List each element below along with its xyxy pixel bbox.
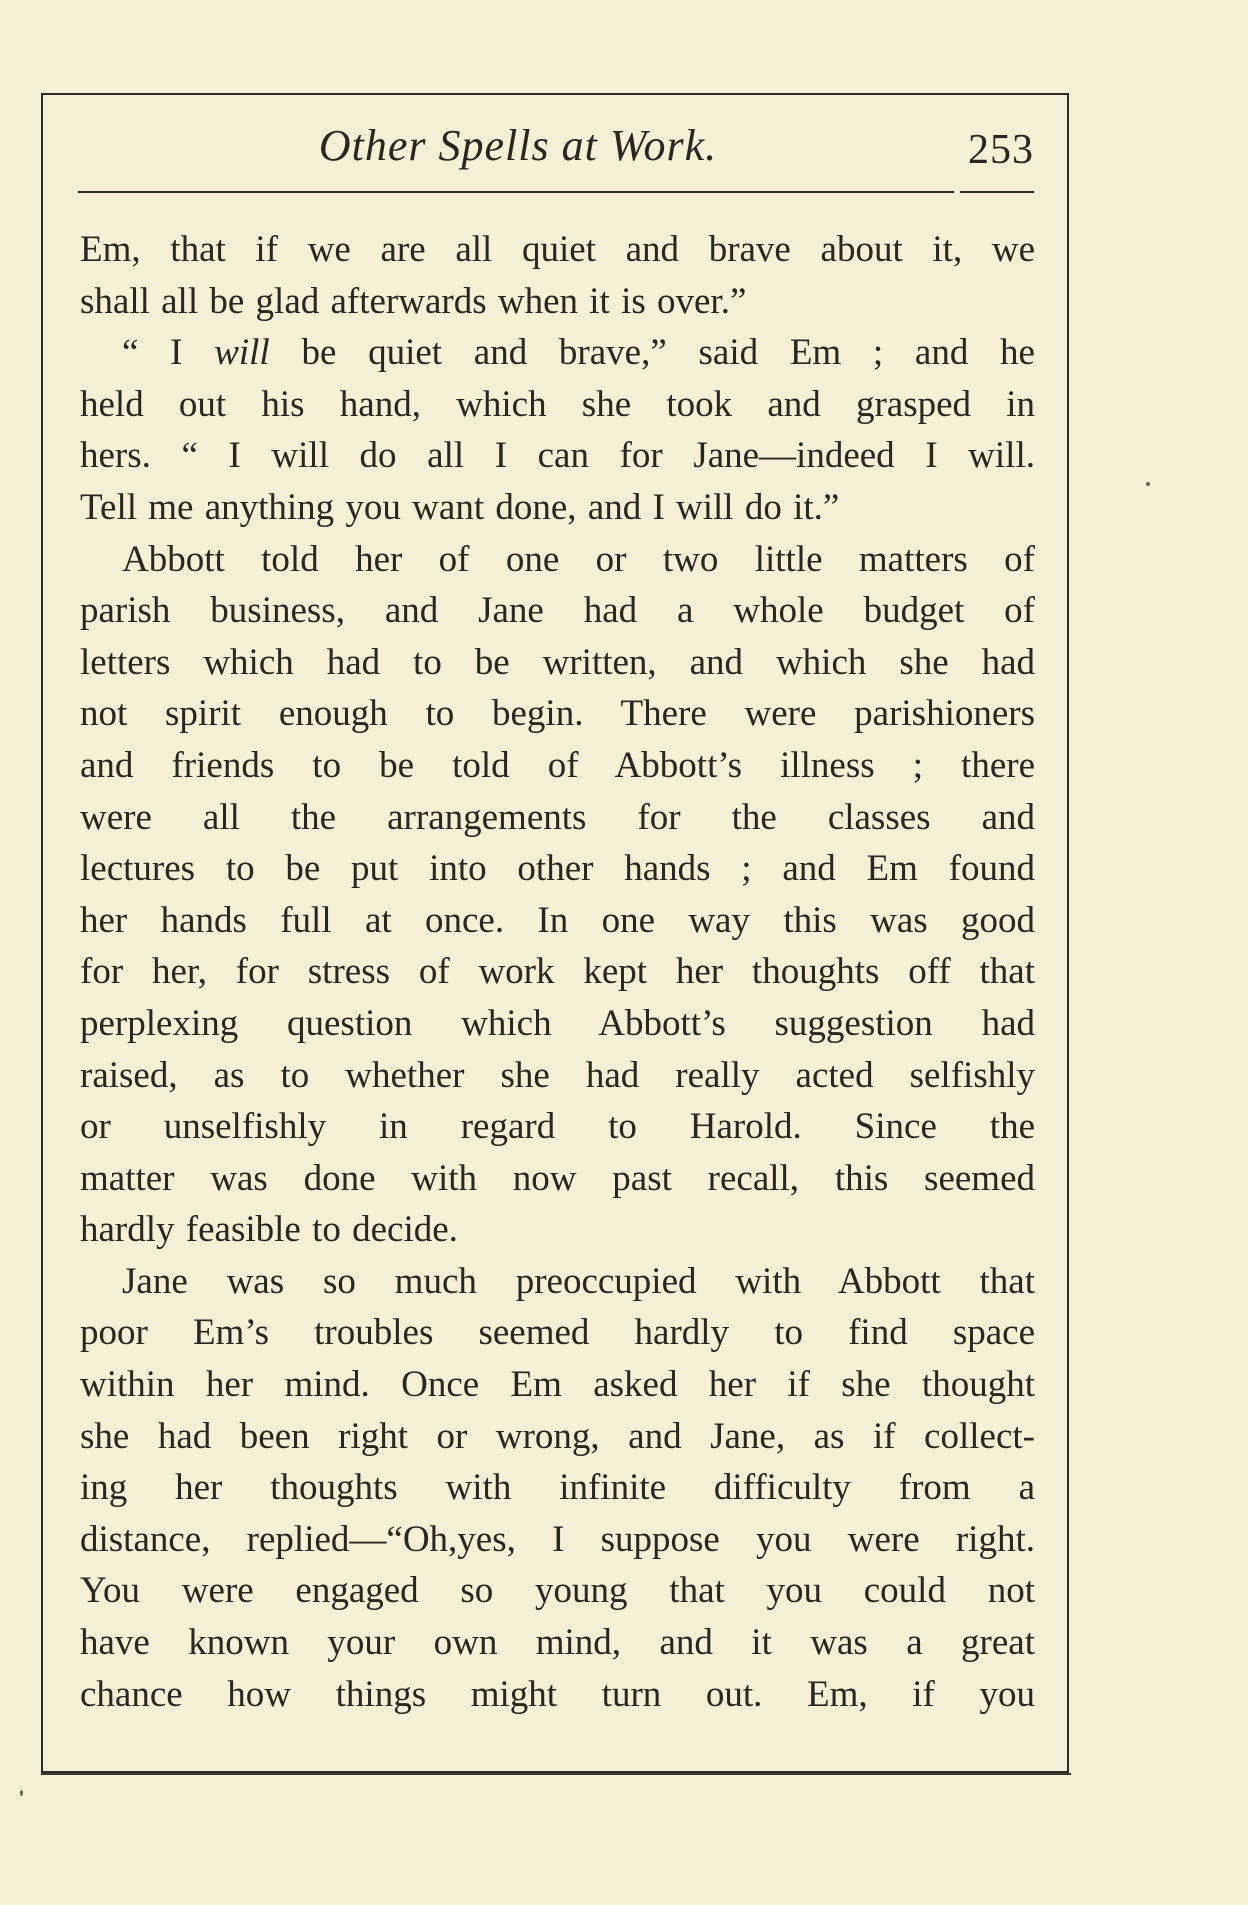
emphasis: will — [214, 332, 270, 374]
text-line: Abbott told her of one or two little matters of — [122, 538, 1035, 580]
text-line: for her, for stress of work kept her thoughts off that — [80, 951, 1035, 993]
text-line: or unselfishly in regard to Harold. Since the — [80, 1106, 1035, 1148]
paper-speck — [20, 1790, 23, 1796]
text-line: shall all be glad afterwards when it is over.” — [80, 280, 747, 322]
page-number: 253 — [968, 127, 1034, 173]
text-line: have known your own mind, and it was a great — [80, 1622, 1035, 1664]
text-line: and friends to be told of Abbott’s illness ; there — [80, 744, 1035, 786]
text-line: within her mind. Once Em asked her if she thought — [80, 1364, 1035, 1406]
text-line: matter was done with now past recall, this seemed — [80, 1157, 1035, 1199]
text-line: poor Em’s troubles seemed hardly to find space — [80, 1312, 1035, 1354]
text-line: hers. “ I will do all I can for Jane—indeed I will. — [80, 435, 1035, 477]
text-line: chance how things might turn out. Em, if you — [80, 1673, 1035, 1715]
text-line: distance, replied—“Oh,yes, I suppose you were right. — [80, 1518, 1035, 1560]
text-line: You were engaged so young that you could not — [80, 1570, 1035, 1612]
text-line: parish business, and Jane had a whole budget of — [80, 590, 1035, 632]
body-text — [80, 224, 1035, 1720]
text-line: her hands full at once. In one way this was good — [80, 899, 1035, 941]
text-line: ing her thoughts with infinite difficulty from a — [80, 1467, 1035, 1509]
text-line: perplexing question which Abbott’s suggestion had — [80, 1002, 1035, 1044]
paper-speck — [1146, 482, 1150, 486]
header-rule — [78, 191, 1034, 193]
text-line: Em, that if we are all quiet and brave about it, we — [80, 229, 1035, 270]
running-head — [78, 110, 1034, 173]
text-line: raised, as to whether she had really acted selfishly — [80, 1054, 1035, 1096]
frame-bottom-shadow — [41, 1773, 1071, 1775]
text-line: lectures to be put into other hands ; and Em found — [80, 848, 1035, 890]
text-line: not spirit enough to begin. There were parishioners — [80, 693, 1035, 735]
text-line: Jane was so much preoccupied with Abbott that — [122, 1260, 1035, 1302]
text-line: hardly feasible to decide. — [80, 1209, 458, 1251]
text-line: Tell me anything you want done, and I will do it.” — [80, 486, 840, 528]
running-title: Other Spells at Work. — [318, 121, 718, 170]
text-line: were all the arrangements for the classes and — [80, 796, 1035, 838]
text-line: “ I will be quiet and brave,” said Em ; and he — [122, 332, 1035, 374]
text-line: held out his hand, which she took and grasped in — [80, 383, 1035, 425]
text-line: she had been right or wrong, and Jane, as if collect- — [80, 1415, 1035, 1457]
header-rule-break — [954, 190, 960, 194]
text-line: letters which had to be written, and which she had — [80, 641, 1035, 683]
